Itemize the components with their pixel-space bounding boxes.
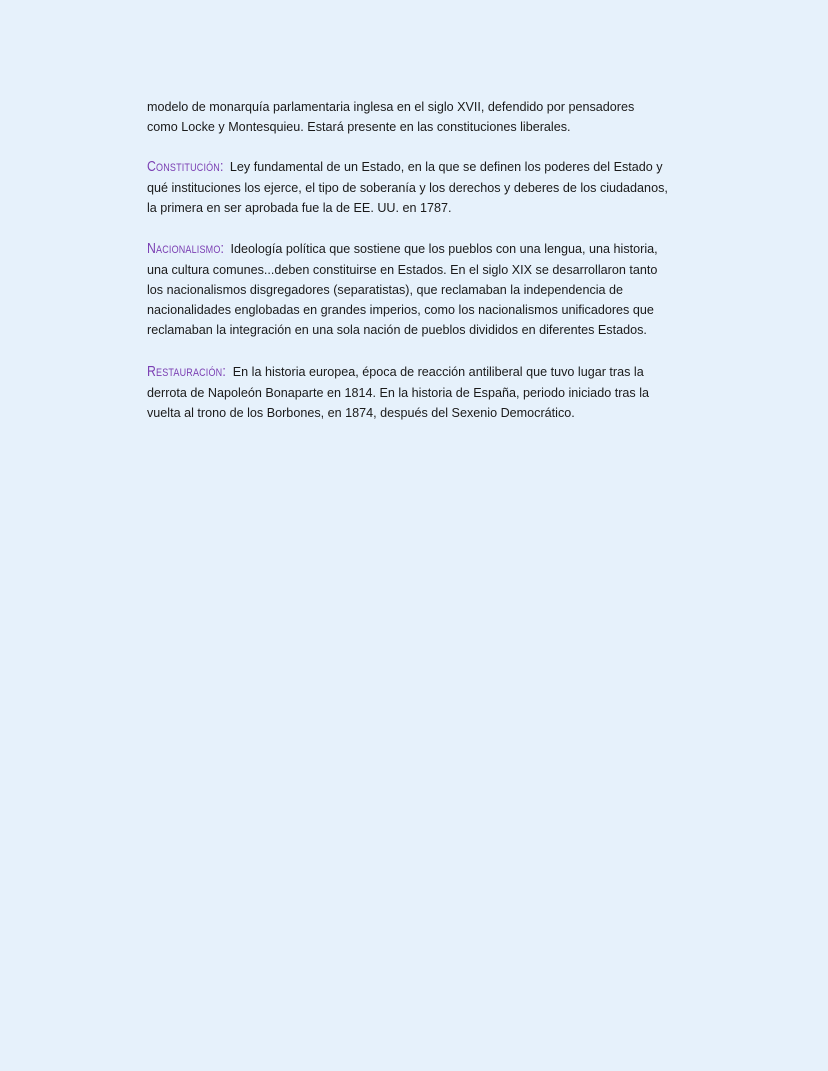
definition-constitucion — [147, 156, 747, 218]
text-line: nacionalidades englobadas en grandes imperios, como los nacionalismos unificadores que — [147, 303, 654, 317]
text-line: la primera en ser aprobada fue la de EE. UU. en 1787. — [147, 201, 452, 215]
text-line: qué instituciones los ejerce, el tipo de soberanía y los derechos y deberes de los ciudadanos, — [147, 181, 668, 195]
term-heading: Restauración: — [147, 363, 226, 380]
text-line: Ideología política que sostiene que los pueblos con una lengua, una historia, — [227, 242, 658, 256]
text-line: una cultura comunes...deben constituirse en Estados. En el siglo XIX se desarrollaron tanto — [147, 263, 658, 277]
definition-nacionalismo — [147, 238, 747, 340]
text-line: vuelta al trono de los Borbones, en 1874, después del Sexenio Democrático. — [147, 406, 575, 420]
text-line: derrota de Napoleón Bonaparte en 1814. En la historia de España, periodo iniciado tras la — [147, 386, 649, 400]
term-heading: Constitución: — [147, 158, 224, 175]
text-line: En la historia europea, época de reacción antiliberal que tuvo lugar tras la — [229, 365, 644, 379]
text-line: como Locke y Montesquieu. Estará presente en las constituciones liberales. — [147, 120, 571, 134]
definition-restauracion — [147, 361, 747, 423]
text-line: reclamaban la integración en una sola nación de pueblos divididos en diferentes Estados. — [147, 323, 647, 337]
term-heading: Nacionalismo: — [147, 240, 225, 257]
intro-paragraph — [147, 97, 747, 137]
text-line: modelo de monarquía parlamentaria inglesa en el siglo XVII, defendido por pensadores — [147, 100, 635, 114]
text-line: los nacionalismos disgregadores (separatistas), que reclamaban la independencia de — [147, 283, 624, 297]
text-line: Ley fundamental de un Estado, en la que se definen los poderes del Estado y — [226, 160, 663, 174]
